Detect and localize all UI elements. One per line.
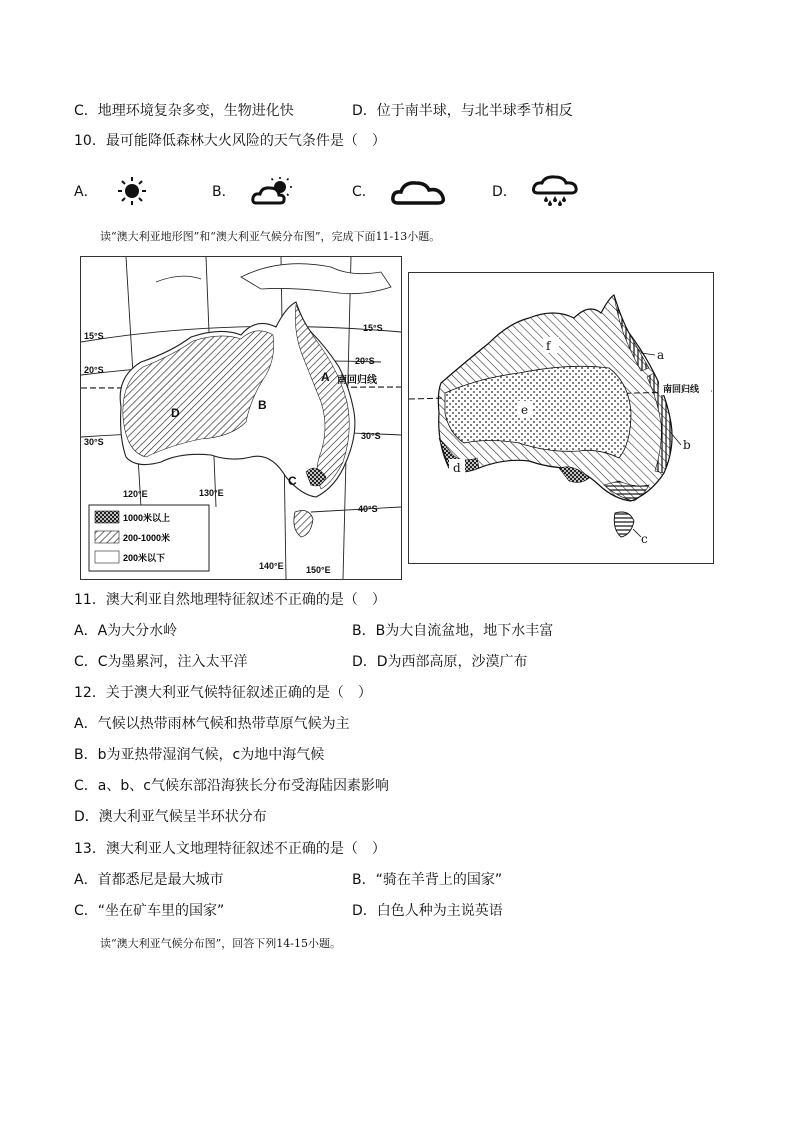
q12-option-b: B．b为亚热带湿润气候，c为地中海气候 bbox=[74, 747, 325, 763]
q10-option-a-letter: A． bbox=[74, 184, 98, 200]
lat-30-left: 30°S bbox=[84, 437, 104, 447]
lat-30-right: 30°S bbox=[361, 431, 381, 441]
sun-icon bbox=[112, 176, 152, 206]
climate-label-e: e bbox=[521, 403, 529, 417]
q10-stem: 10．最可能降低森林大火风险的天气条件是（ ） bbox=[74, 133, 386, 149]
climate-label-c: c bbox=[641, 532, 648, 546]
climate-label-b: b bbox=[683, 438, 691, 452]
cloud-icon bbox=[390, 176, 450, 206]
lon-130: 130°E bbox=[199, 488, 224, 498]
lon-140: 140°E bbox=[259, 561, 284, 571]
terrain-legend bbox=[89, 505, 209, 571]
terrain-label-b: B bbox=[258, 398, 267, 412]
terrain-label-d: D bbox=[171, 406, 180, 420]
lon-150: 150°E bbox=[306, 565, 331, 575]
q11-option-a: A．A为大分水岭 bbox=[74, 623, 178, 639]
q13-option-d: D．白色人种为主说英语 bbox=[352, 903, 503, 919]
q13-option-c: C．“坐在矿车里的国家” bbox=[74, 903, 225, 919]
q9-option-d: D．位于南半球，与北半球季节相反 bbox=[352, 103, 573, 119]
partly-cloudy-icon bbox=[250, 176, 296, 206]
q11-stem: 11．澳大利亚自然地理特征叙述不正确的是（ ） bbox=[74, 592, 386, 608]
q12-stem: 12．关于澳大利亚气候特征叙述正确的是（ ） bbox=[74, 685, 372, 701]
legend-200-below: 200米以下 bbox=[123, 553, 166, 563]
lat-20-right: 20°S bbox=[355, 356, 375, 366]
climate-label-a: a bbox=[657, 348, 665, 362]
q10-option-b-letter: B． bbox=[212, 184, 236, 200]
intro-11-13: 读“澳大利亚地形图”和“澳大利亚气候分布图”，完成下面11-13小题。 bbox=[100, 230, 441, 243]
terrain-label-c: C bbox=[288, 474, 297, 488]
q11-option-c: C．C为墨累河，注入太平洋 bbox=[74, 654, 248, 670]
q10-option-d-letter: D． bbox=[492, 184, 517, 200]
climate-label-d: d bbox=[453, 461, 461, 475]
climate-label-f: f bbox=[546, 339, 551, 353]
lat-15-left: 15°S bbox=[84, 331, 104, 341]
q11-option-b: B．B为大自流盆地，地下水丰富 bbox=[352, 623, 554, 639]
climate-tropic-label: 南回归线 bbox=[663, 384, 700, 394]
legend-200-1000: 200-1000米 bbox=[123, 533, 171, 543]
lat-40: 40°S bbox=[358, 504, 378, 514]
q13-option-a: A．首都悉尼是最大城市 bbox=[74, 872, 224, 888]
q13-stem: 13．澳大利亚人文地理特征叙述不正确的是（ ） bbox=[74, 841, 386, 857]
q10-option-c[interactable] bbox=[352, 176, 450, 206]
terrain-map bbox=[80, 256, 402, 580]
legend-1000-above: 1000米以上 bbox=[123, 513, 171, 523]
lat-15-right: 15°S bbox=[363, 323, 383, 333]
q12-option-c: C．a、b、c气候东部沿海狭长分布受海陆因素影响 bbox=[74, 778, 389, 794]
q13-option-b: B．“骑在羊背上的国家” bbox=[352, 872, 503, 888]
intro-14-15: 读“澳大利亚气候分布图”，回答下列14-15小题。 bbox=[100, 937, 341, 950]
q9-option-c: C．地理环境复杂多变，生物进化快 bbox=[74, 103, 294, 119]
q12-option-d: D．澳大利亚气候呈半环状分布 bbox=[74, 809, 267, 825]
climate-map bbox=[408, 272, 714, 564]
q10-option-d[interactable] bbox=[492, 176, 581, 206]
q10-option-b[interactable] bbox=[212, 176, 296, 206]
terrain-label-a: A bbox=[321, 370, 330, 384]
q10-option-c-letter: C． bbox=[352, 184, 376, 200]
terrain-tropic-label: 南回归线 bbox=[337, 375, 377, 386]
q12-option-a: A．气候以热带雨林气候和热带草原气候为主 bbox=[74, 716, 350, 732]
q10-option-a[interactable] bbox=[74, 176, 152, 206]
rain-cloud-icon bbox=[531, 175, 581, 207]
lat-20-left: 20°S bbox=[84, 365, 104, 375]
lon-120: 120°E bbox=[123, 489, 148, 499]
q11-option-d: D．D为西部高原，沙漠广布 bbox=[352, 654, 528, 670]
